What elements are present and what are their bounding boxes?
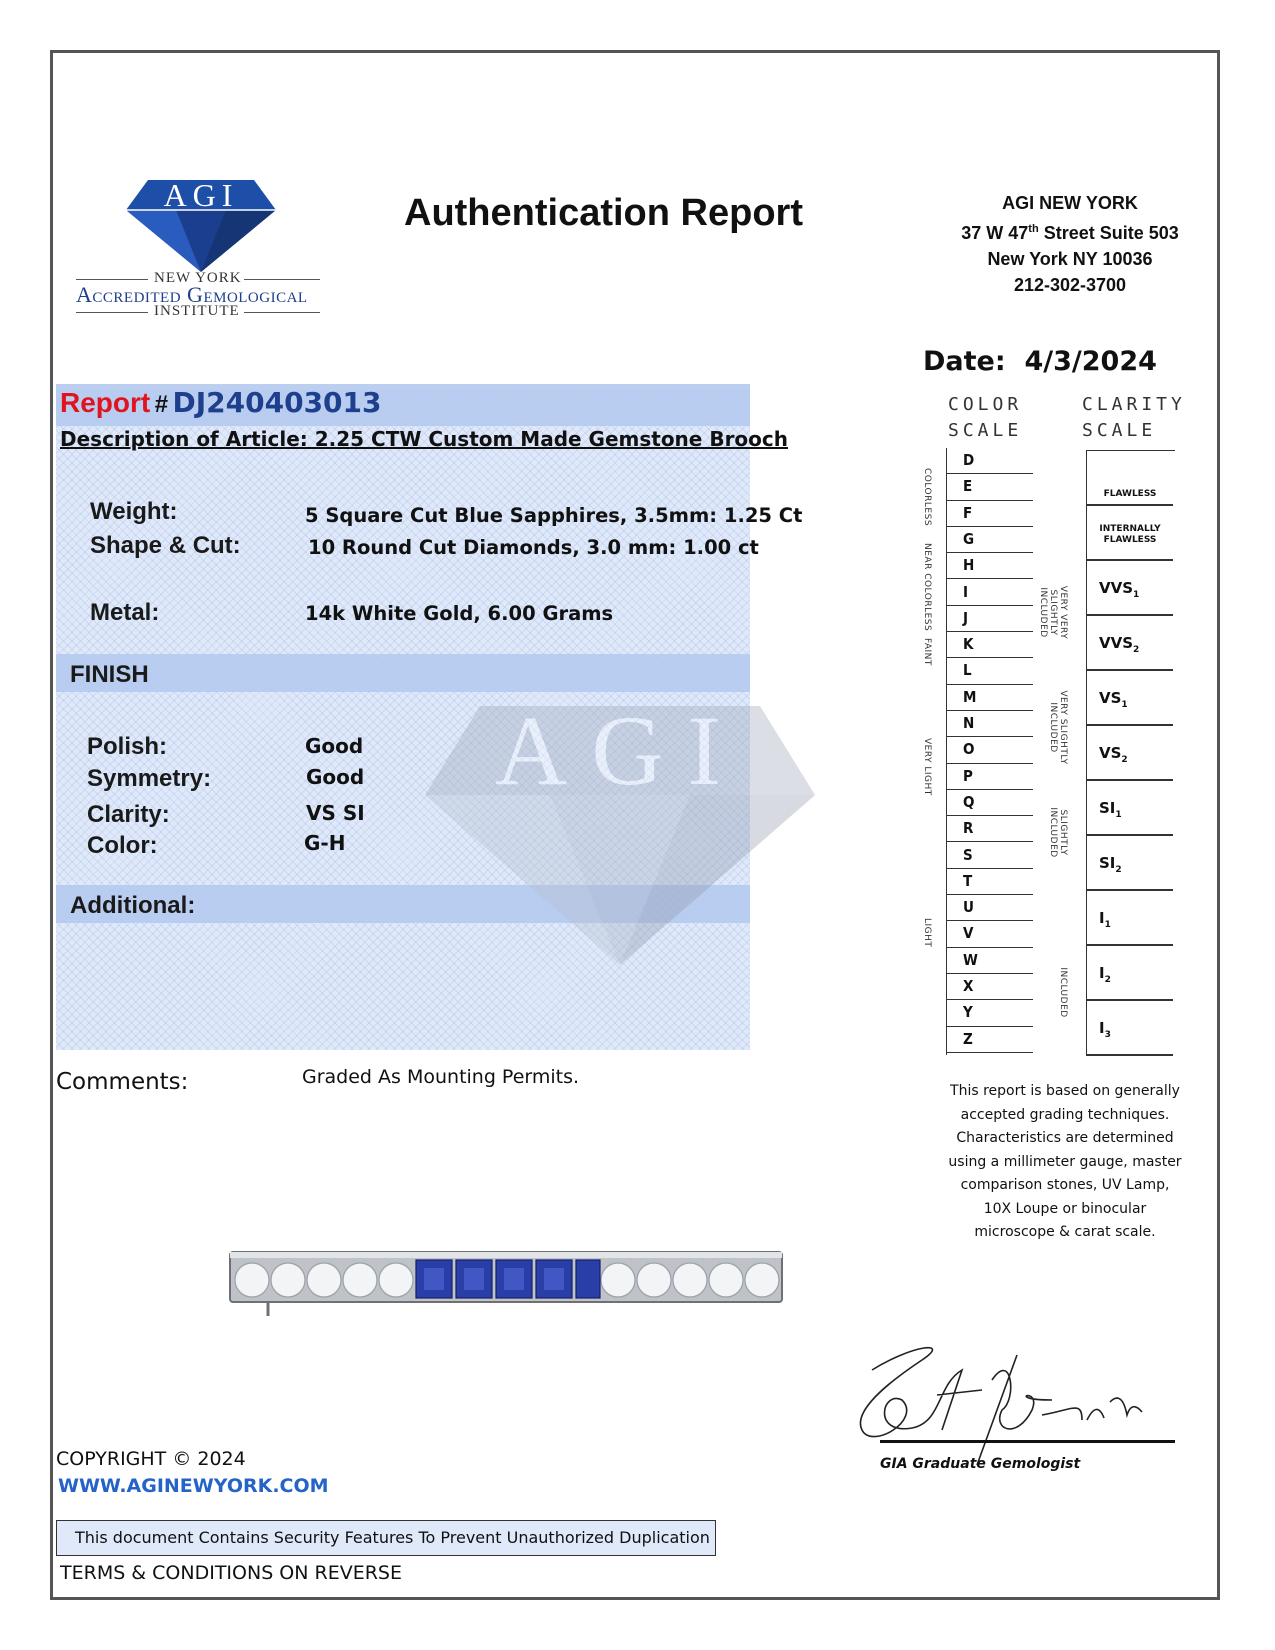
weight-value: 5 Square Cut Blue Sapphires, 3.5mm: 1.25 Ct bbox=[305, 504, 803, 527]
clarity-scale bbox=[1086, 450, 1175, 1056]
finish-heading: FINISH bbox=[70, 661, 149, 688]
clarity-grade: $VVS_2$ bbox=[1087, 616, 1173, 671]
comments-label: Comments: bbox=[56, 1069, 189, 1095]
report-number bbox=[60, 386, 382, 419]
watermark-diamond-icon bbox=[420, 700, 820, 970]
color-grade-j: J bbox=[947, 606, 1033, 632]
color-grade-x: X bbox=[947, 974, 1033, 1000]
clarity-grade: $SI_1$ bbox=[1087, 781, 1173, 836]
clarity-grade: $VVS_1$ bbox=[1087, 561, 1173, 616]
color-grade-f: F bbox=[947, 501, 1033, 527]
color-group-label: LIGHT bbox=[922, 918, 932, 948]
clarity-group-label: INCLUDED bbox=[1058, 967, 1068, 1018]
symmetry-value: Good bbox=[306, 765, 365, 789]
logo-line3: INSTITUTE bbox=[154, 303, 240, 319]
color-group-label: NEAR COLORLESS bbox=[922, 543, 932, 632]
clarity-grade: $I_1$ bbox=[1087, 891, 1173, 946]
color-scale-groups bbox=[920, 448, 940, 1055]
svg-text:AGI: AGI bbox=[495, 700, 745, 806]
clarity-grade: $VS_1$ bbox=[1087, 671, 1173, 726]
color-group-label: FAINT bbox=[922, 638, 932, 666]
symmetry-label: Symmetry: bbox=[87, 765, 212, 792]
signature-line bbox=[880, 1440, 1175, 1443]
logo-line1: NEW YORK bbox=[154, 270, 242, 286]
clarity-grade: $I_2$ bbox=[1087, 946, 1173, 1001]
weight-label: Weight: bbox=[90, 498, 178, 525]
color-grade-d: D bbox=[947, 448, 1033, 474]
color-group-label: VERY LIGHT bbox=[922, 738, 932, 796]
website-link[interactable]: WWW.AGINEWYORK.COM bbox=[58, 1475, 329, 1497]
page-title: Authentication Report bbox=[404, 192, 803, 234]
clarity-grade: $SI_2$ bbox=[1087, 836, 1173, 891]
color-grade-i: I bbox=[947, 580, 1033, 606]
color-grade-h: H bbox=[947, 553, 1033, 579]
finish-band bbox=[56, 654, 750, 692]
clarity-scale-groups bbox=[1038, 450, 1078, 1055]
color-grade-r: R bbox=[947, 816, 1033, 842]
color-value: G-H bbox=[304, 831, 346, 855]
color-grade-z: Z bbox=[947, 1027, 1033, 1053]
color-grade-y: Y bbox=[947, 1000, 1033, 1026]
shape-value: 10 Round Cut Diamonds, 3.0 mm: 1.00 ct bbox=[308, 536, 759, 559]
color-grade-t: T bbox=[947, 869, 1033, 895]
address-phone: 212-302-3700 bbox=[1013, 275, 1127, 295]
color-grade-m: M bbox=[947, 685, 1033, 711]
clarity-value: VS SI bbox=[306, 801, 365, 825]
shape-label: Shape & Cut: bbox=[90, 532, 241, 559]
logo-line2: Accredited Gemological bbox=[76, 282, 308, 307]
color-grade-q: Q bbox=[947, 790, 1033, 816]
clarity-grade: $I_3$ bbox=[1087, 1001, 1173, 1056]
clarity-group-label: VERY VERY SLIGHTLY INCLUDED bbox=[1038, 585, 1068, 640]
brooch-photo bbox=[226, 1240, 786, 1330]
polish-value: Good bbox=[305, 734, 364, 758]
color-grade-l: L bbox=[947, 658, 1033, 684]
agi-logo bbox=[76, 172, 326, 332]
color-grade-o: O bbox=[947, 737, 1033, 763]
copyright: COPYRIGHT © 2024 bbox=[56, 1448, 246, 1470]
diamond-logo-icon bbox=[76, 172, 326, 282]
color-group-label: COLORLESS bbox=[922, 468, 932, 527]
report-label: Report bbox=[60, 387, 151, 418]
clarity-grade: FLAWLESS bbox=[1087, 451, 1173, 506]
clarity-label: Clarity: bbox=[87, 801, 170, 828]
color-grade-s: S bbox=[947, 843, 1033, 869]
color-grade-e: E bbox=[947, 474, 1033, 500]
color-grade-w: W bbox=[947, 948, 1033, 974]
agi-address bbox=[940, 190, 1200, 298]
signature bbox=[842, 1340, 1172, 1470]
address-city: New York NY 10036 bbox=[987, 249, 1153, 269]
color-grade-v: V bbox=[947, 921, 1033, 947]
additional-heading: Additional: bbox=[70, 892, 196, 919]
metal-label: Metal: bbox=[90, 599, 160, 626]
color-grade-n: N bbox=[947, 711, 1033, 737]
signature-caption: GIA Graduate Gemologist bbox=[880, 1456, 1081, 1472]
polish-label: Polish: bbox=[87, 733, 168, 760]
terms-notice[interactable]: TERMS & CONDITIONS ON REVERSE bbox=[60, 1562, 402, 1584]
report-id: DJ240403013 bbox=[172, 386, 382, 419]
address-street: 37 W 47th Street Suite 503 bbox=[961, 223, 1179, 243]
color-label: Color: bbox=[87, 832, 158, 859]
metal-value: 14k White Gold, 6.00 Grams bbox=[305, 602, 614, 625]
clarity-group-label: VERY SLIGHTLY INCLUDED bbox=[1048, 690, 1068, 765]
svg-text:AGI: AGI bbox=[163, 177, 239, 213]
color-scale-heading: COLOR SCALE bbox=[948, 394, 1023, 441]
address-name: AGI NEW YORK bbox=[1002, 193, 1138, 213]
color-grade-p: P bbox=[947, 764, 1033, 790]
color-grade-g: G bbox=[947, 527, 1033, 553]
comments-value: Graded As Mounting Permits. bbox=[302, 1066, 580, 1088]
article-description: Description of Article: 2.25 CTW Custom Made Gemstone Brooch bbox=[60, 427, 789, 451]
clarity-grade: $VS_2$ bbox=[1087, 726, 1173, 781]
clarity-scale-heading: CLARITY SCALE bbox=[1082, 394, 1186, 441]
color-grade-u: U bbox=[947, 895, 1033, 921]
clarity-group-label: SLIGHTLY INCLUDED bbox=[1048, 807, 1068, 858]
color-scale bbox=[946, 448, 1035, 1055]
security-notice: This document Contains Security Features To Prevent Unauthorized Duplication bbox=[56, 1520, 716, 1556]
report-date: Date: 4/3/2024 bbox=[923, 346, 1157, 377]
report-hash: # bbox=[154, 391, 169, 418]
color-grade-k: K bbox=[947, 632, 1033, 658]
grading-note: This report is based on generally accepted grading techniques. Characteristics are determined using a millimeter gauge, master comparison stones, UV Lamp, 10X Loupe or binocular microscope & carat scale. bbox=[948, 1083, 1182, 1240]
clarity-grade: INTERNALLY FLAWLESS bbox=[1087, 506, 1173, 561]
